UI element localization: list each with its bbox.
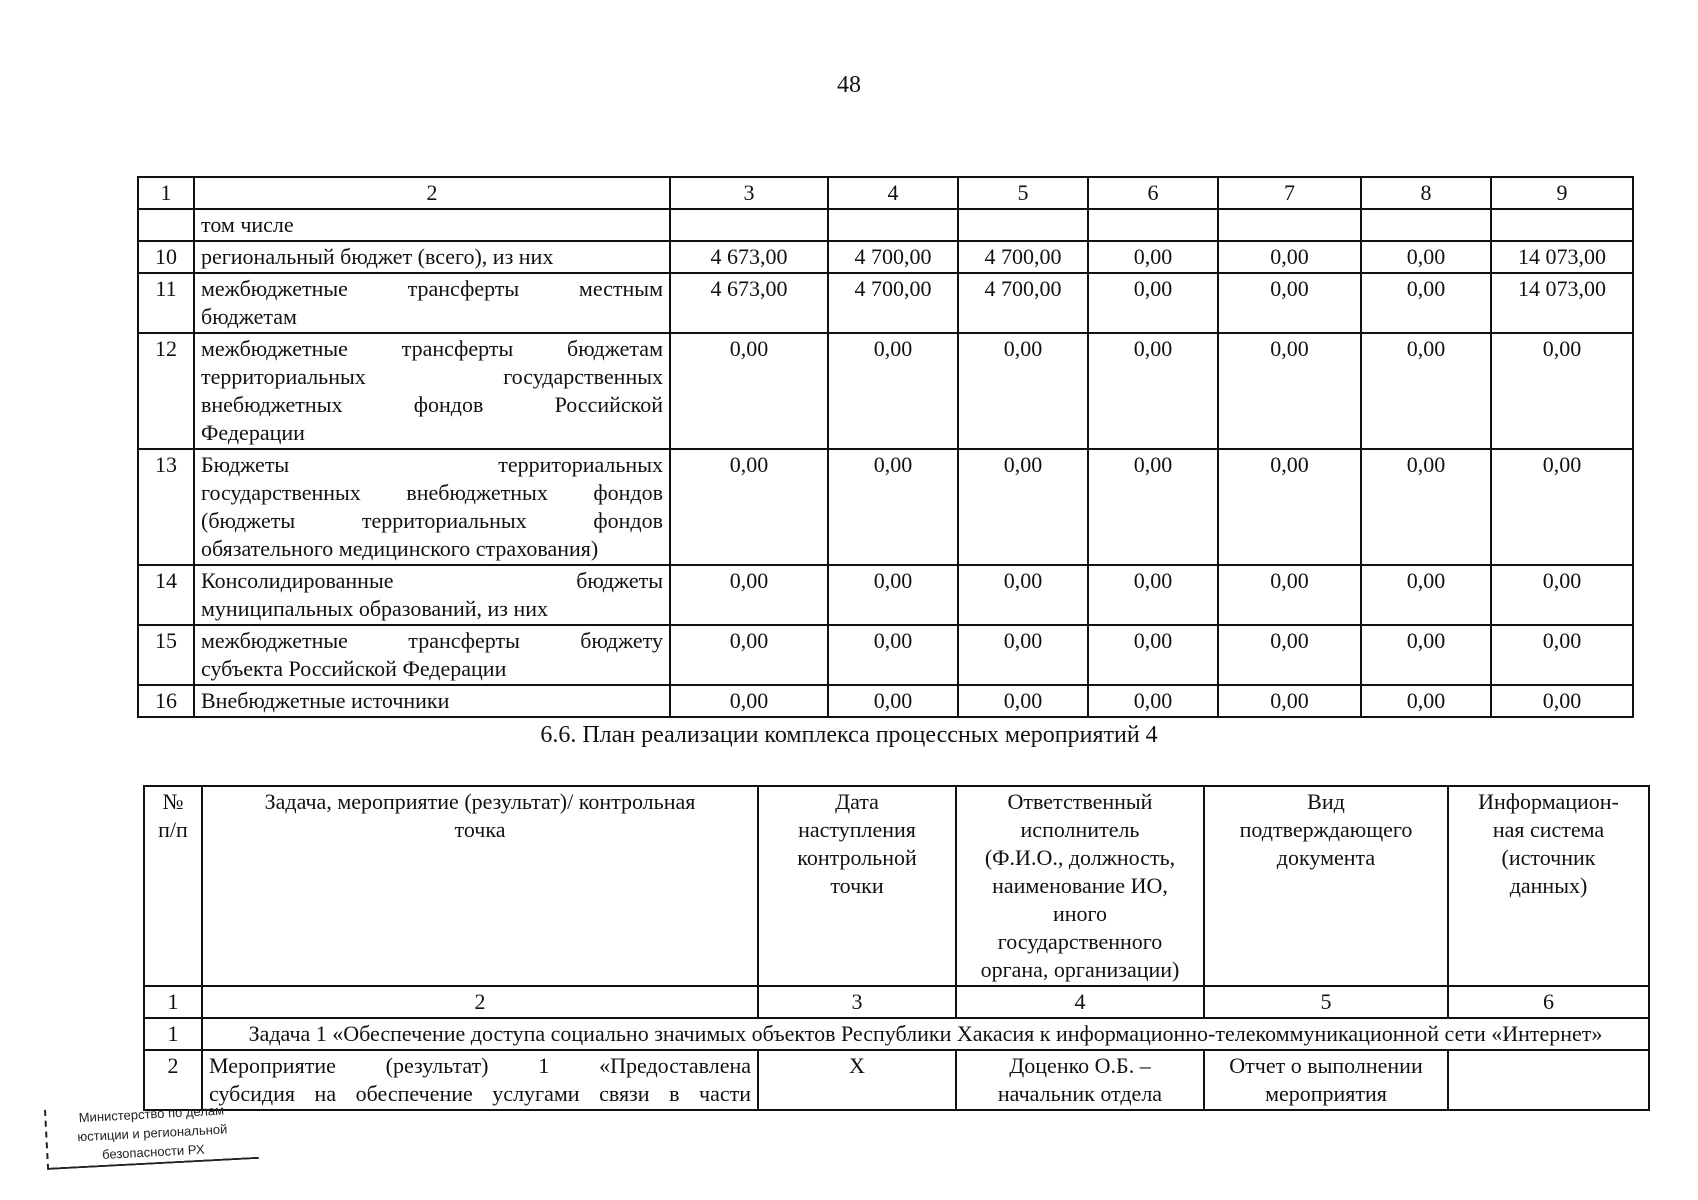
plan-header-row <box>144 786 1649 986</box>
budget-value-cell: 0,00 <box>1361 273 1491 333</box>
budget-row-name-line: межбюджетные трансферты бюджетам <box>201 336 663 361</box>
budget-row <box>138 241 1633 273</box>
budget-value-cell: 0,00 <box>1491 625 1633 685</box>
plan-header-line: подтверждающего <box>1239 817 1413 842</box>
budget-value-cell: 0,00 <box>1218 685 1361 717</box>
budget-header-cell: 6 <box>1088 177 1218 209</box>
plan-header-line: (источник <box>1501 845 1596 870</box>
budget-row-name-line: межбюджетные трансферты местным <box>201 276 663 301</box>
stamp-line: Министерство по делам <box>78 1102 225 1126</box>
plan-header-cell <box>144 786 202 986</box>
budget-row-name-line: бюджетам <box>201 304 297 329</box>
budget-value-cell: 0,00 <box>670 685 828 717</box>
budget-value-cell: 0,00 <box>1361 241 1491 273</box>
budget-value-cell: 4 700,00 <box>828 273 958 333</box>
budget-row-name <box>194 273 670 333</box>
budget-value-cell: 0,00 <box>1361 449 1491 565</box>
plan-number-cell: 1 <box>144 986 202 1018</box>
budget-value-cell: 4 700,00 <box>958 241 1088 273</box>
event-responsible <box>956 1050 1204 1110</box>
plan-header-line: ная система <box>1492 817 1605 842</box>
budget-value-cell: 0,00 <box>1088 273 1218 333</box>
plan-header-cell <box>1448 786 1649 986</box>
plan-header-line: данных) <box>1509 873 1588 898</box>
plan-header-line: точка <box>454 817 506 842</box>
budget-row-name-line: региональный бюджет (всего), из них <box>201 244 554 269</box>
budget-row <box>138 565 1633 625</box>
budget-header-cell: 3 <box>670 177 828 209</box>
budget-row <box>138 625 1633 685</box>
budget-value-cell: 0,00 <box>1088 333 1218 449</box>
budget-row-name <box>194 685 670 717</box>
plan-header-line: органа, организации) <box>980 957 1180 982</box>
plan-header-line: государственного <box>997 929 1163 954</box>
budget-header-cell: 7 <box>1218 177 1361 209</box>
budget-header-cell: 2 <box>194 177 670 209</box>
plan-number-cell: 4 <box>956 986 1204 1018</box>
ministry-stamp <box>44 1099 259 1170</box>
budget-value-cell: 0,00 <box>958 449 1088 565</box>
plan-header-line: Задача, мероприятие (результат)/ контрольная <box>264 789 696 814</box>
budget-row-name-line: субъекта Российской Федерации <box>201 656 507 681</box>
budget-header-cell: 9 <box>1491 177 1633 209</box>
budget-row-name-line: Федерации <box>201 420 305 445</box>
plan-header-line: Информацион- <box>1478 789 1619 814</box>
plan-header-line: (Ф.И.О., должность, <box>984 845 1176 870</box>
plan-table <box>143 785 1650 1111</box>
plan-header-line: точки <box>830 873 884 898</box>
budget-row <box>138 273 1633 333</box>
stamp-line: юстиции и региональной <box>77 1121 228 1145</box>
budget-table <box>137 176 1634 718</box>
budget-row-number <box>138 209 194 241</box>
event-document-line: Отчет о выполнении <box>1229 1053 1423 1078</box>
plan-header-cell <box>1204 786 1448 986</box>
budget-value-cell: 0,00 <box>1088 625 1218 685</box>
budget-value-cell: 0,00 <box>828 685 958 717</box>
budget-value-cell: 0,00 <box>1088 241 1218 273</box>
budget-value-cell: 4 700,00 <box>958 273 1088 333</box>
budget-header-cell: 1 <box>138 177 194 209</box>
plan-header-line: наименование ИО, <box>992 873 1168 898</box>
stamp-line: безопасности РХ <box>101 1141 205 1163</box>
plan-header-line: наступления <box>798 817 916 842</box>
budget-value-cell: 0,00 <box>958 565 1088 625</box>
budget-value-cell: 0,00 <box>670 565 828 625</box>
plan-header-line: п/п <box>158 817 188 842</box>
budget-value-cell: 0,00 <box>1218 449 1361 565</box>
budget-value-cell: 0,00 <box>1218 565 1361 625</box>
budget-value-cell <box>828 209 958 241</box>
plan-header-line: № <box>162 789 184 814</box>
budget-value-cell: 0,00 <box>1361 333 1491 449</box>
plan-number-cell: 6 <box>1448 986 1649 1018</box>
budget-value-cell: 0,00 <box>1088 565 1218 625</box>
page-number: 48 <box>837 72 861 98</box>
budget-row-name-line: Консолидированные бюджеты <box>201 568 663 593</box>
budget-row <box>138 209 1633 241</box>
budget-value-cell: 0,00 <box>1361 625 1491 685</box>
budget-row-name-line: (бюджеты территориальных фондов <box>201 508 663 533</box>
budget-value-cell: 0,00 <box>1088 449 1218 565</box>
budget-row-name <box>194 625 670 685</box>
plan-header-line: Ответственный <box>1007 789 1153 814</box>
budget-value-cell <box>1361 209 1491 241</box>
budget-row-number: 13 <box>138 449 194 565</box>
plan-header-line: Вид <box>1307 789 1345 814</box>
budget-row-name <box>194 565 670 625</box>
budget-row-name <box>194 209 670 241</box>
budget-row <box>138 449 1633 565</box>
budget-value-cell: 0,00 <box>670 449 828 565</box>
budget-value-cell: 0,00 <box>828 625 958 685</box>
budget-row <box>138 333 1633 449</box>
budget-row-name-line: Внебюджетные источники <box>201 688 450 713</box>
task-number: 1 <box>144 1018 202 1050</box>
budget-value-cell: 0,00 <box>958 625 1088 685</box>
budget-row-name-line: том числе <box>201 212 294 237</box>
plan-number-cell: 3 <box>758 986 956 1018</box>
budget-value-cell: 0,00 <box>1088 685 1218 717</box>
event-name-line: Мероприятие (результат) 1 «Предоставлена <box>209 1053 751 1078</box>
budget-row <box>138 685 1633 717</box>
plan-header-line: исполнитель <box>1020 817 1140 842</box>
budget-header-cell: 4 <box>828 177 958 209</box>
plan-header-line: иного <box>1052 901 1108 926</box>
budget-value-cell: 0,00 <box>1218 273 1361 333</box>
budget-value-cell: 0,00 <box>1218 241 1361 273</box>
budget-row-name-line: государственных внебюджетных фондов <box>201 480 663 505</box>
budget-row-name <box>194 333 670 449</box>
plan-header-line: Дата <box>835 789 879 814</box>
budget-row-number: 11 <box>138 273 194 333</box>
budget-row-name <box>194 449 670 565</box>
plan-number-cell: 5 <box>1204 986 1448 1018</box>
budget-value-cell <box>1218 209 1361 241</box>
budget-value-cell: 0,00 <box>1491 449 1633 565</box>
budget-row-name-line: муниципальных образований, из них <box>201 596 549 621</box>
budget-value-cell: 0,00 <box>828 333 958 449</box>
plan-header-line: контрольной <box>797 845 917 870</box>
budget-row-name-line: Бюджеты территориальных <box>201 452 663 477</box>
budget-value-cell: 14 073,00 <box>1491 241 1633 273</box>
budget-value-cell <box>1491 209 1633 241</box>
budget-row-name <box>194 241 670 273</box>
budget-row-number: 14 <box>138 565 194 625</box>
budget-value-cell: 0,00 <box>958 333 1088 449</box>
plan-header-cell <box>758 786 956 986</box>
budget-row-number: 16 <box>138 685 194 717</box>
event-responsible-line: начальник отдела <box>997 1081 1163 1106</box>
budget-row-name-line: межбюджетные трансферты бюджету <box>201 628 663 653</box>
budget-value-cell: 4 673,00 <box>670 241 828 273</box>
budget-header-row <box>138 177 1633 209</box>
event-system <box>1448 1050 1649 1110</box>
event-number: 2 <box>144 1050 202 1110</box>
event-document-line: мероприятия <box>1265 1081 1387 1106</box>
budget-value-cell <box>1088 209 1218 241</box>
budget-value-cell: 0,00 <box>1491 565 1633 625</box>
budget-value-cell: 0,00 <box>828 449 958 565</box>
budget-row-name-line: территориальных государственных <box>201 364 663 389</box>
budget-value-cell: 14 073,00 <box>1491 273 1633 333</box>
budget-value-cell <box>670 209 828 241</box>
budget-header-cell: 5 <box>958 177 1088 209</box>
budget-row-name-line: внебюджетных фондов Российской <box>201 392 663 417</box>
budget-value-cell: 0,00 <box>958 685 1088 717</box>
budget-value-cell: 4 700,00 <box>828 241 958 273</box>
event-name <box>202 1050 758 1110</box>
budget-row-number: 10 <box>138 241 194 273</box>
plan-numbers-row <box>144 986 1649 1018</box>
plan-task-row <box>144 1018 1649 1050</box>
event-document <box>1204 1050 1448 1110</box>
budget-value-cell: 0,00 <box>1218 333 1361 449</box>
budget-row-number: 12 <box>138 333 194 449</box>
budget-value-cell: 0,00 <box>1361 565 1491 625</box>
plan-event-row <box>144 1050 1649 1110</box>
budget-value-cell <box>958 209 1088 241</box>
plan-number-cell: 2 <box>202 986 758 1018</box>
budget-value-cell: 0,00 <box>670 333 828 449</box>
budget-header-cell: 8 <box>1361 177 1491 209</box>
budget-value-cell: 0,00 <box>828 565 958 625</box>
budget-row-name-line: обязательного медицинского страхования) <box>201 536 599 561</box>
section-title: 6.6. План реализации комплекса процессных мероприятий 4 <box>540 722 1158 748</box>
budget-value-cell: 0,00 <box>1361 685 1491 717</box>
task-text: Задача 1 «Обеспечение доступа социально значимых объектов Республики Хакасия к информационно-телекоммуникационной сети «Интернет» <box>202 1018 1649 1050</box>
budget-row-number: 15 <box>138 625 194 685</box>
budget-value-cell: 0,00 <box>1491 685 1633 717</box>
budget-value-cell: 0,00 <box>1491 333 1633 449</box>
budget-value-cell: 0,00 <box>670 625 828 685</box>
budget-value-cell: 4 673,00 <box>670 273 828 333</box>
event-name-line: субсидия на обеспечение услугами связи в части <box>209 1081 751 1106</box>
budget-value-cell: 0,00 <box>1218 625 1361 685</box>
plan-header-cell <box>956 786 1204 986</box>
event-date: Х <box>758 1050 956 1110</box>
event-responsible-line: Доценко О.Б. – <box>1009 1053 1151 1078</box>
plan-header-line: документа <box>1276 845 1376 870</box>
plan-header-cell <box>202 786 758 986</box>
